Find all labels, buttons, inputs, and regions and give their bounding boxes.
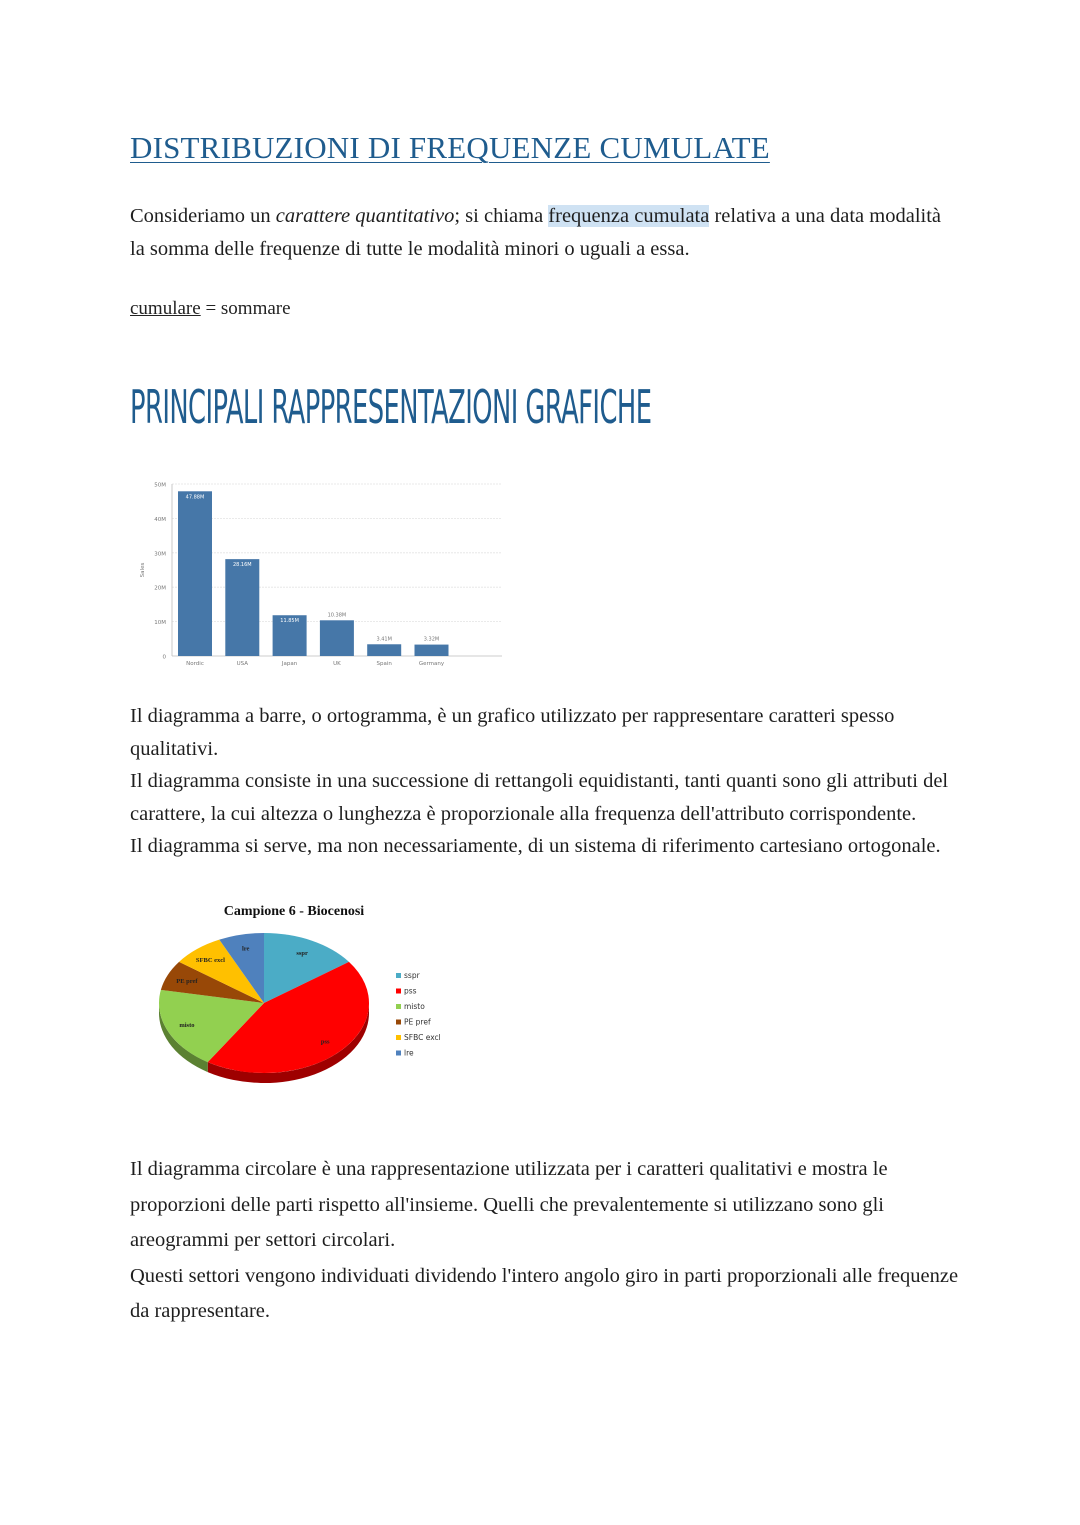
definition-paragraph: Consideriamo un carattere quantitativo; si chiama frequenza cumulata relativa a una data modalità la somma delle frequenze di tutte le modalità minori o uguali a essa. <box>130 205 942 260</box>
bar-spain <box>367 644 401 656</box>
pie-slice-label: sspr <box>296 950 308 958</box>
legend-label: lre <box>404 1048 414 1058</box>
pie-slice-label: PE pref <box>176 977 198 985</box>
section-title-rappresentazioni-grafiche: PRINCIPALI RAPPRESENTAZIONI GRAFICHE <box>130 380 652 434</box>
x-tick-label: UK <box>333 661 341 667</box>
legend-swatch <box>396 1020 401 1025</box>
pie-text-1: Il diagramma circolare è una rappresentazione utilizzata per i caratteri qualitativi e mostra le proporzioni delle parti rispetto all'insieme. Quelli che prevalentemente si utilizzano sono gli areogrammi per settori circolari. <box>130 1158 888 1251</box>
legend-label: sspr <box>404 971 420 981</box>
bar-text-3: Il diagramma si serve, ma non necessariamente, di un sistema di riferimento cartesiano ortogonale. <box>130 835 941 857</box>
pie-slice-label: SFBC excl <box>195 956 225 964</box>
legend-label: PE pref <box>404 1017 431 1027</box>
bar-value-label: 28.16M <box>232 562 252 569</box>
pie-title: Campione 6 - Biocenosi <box>223 904 365 919</box>
legend-swatch <box>396 1051 401 1056</box>
legend-swatch <box>396 973 401 978</box>
pie-slice-label: lre <box>241 945 250 953</box>
bar-uk <box>320 620 354 656</box>
bar-nordic <box>178 491 212 656</box>
y-tick-label: 0 <box>162 654 166 661</box>
legend-label: pss <box>404 986 417 996</box>
legend-swatch <box>396 1004 401 1009</box>
pie-slice-label: misto <box>179 1022 195 1030</box>
bar-usa <box>225 559 259 656</box>
bar-chart-description <box>130 700 960 863</box>
y-tick-label: 50M <box>154 482 166 489</box>
legend-swatch <box>396 1035 401 1040</box>
legend-label: SFBC excl <box>404 1033 441 1043</box>
pie-text-2: Questi settori vengono individuati dividendo l'intero angolo giro in parti proporzionali alle frequenze da rappresentare. <box>130 1264 959 1322</box>
x-tick-label: Japan <box>281 661 298 667</box>
section-title-frequenze-cumulate: DISTRIBUZIONI DI FREQUENZE CUMULATE <box>130 130 770 165</box>
pie-chart-description <box>130 1152 960 1330</box>
y-tick-label: 30M <box>154 551 166 558</box>
y-tick-label: 20M <box>154 585 166 592</box>
bar-text-1: Il diagramma a barre, o ortogramma, è un grafico utilizzato per rappresentare caratteri spesso qualitativi. <box>130 705 895 760</box>
bar-value-label: 11.85M <box>280 618 299 625</box>
x-tick-label: USA <box>236 661 248 667</box>
y-tick-label: 10M <box>154 620 166 627</box>
cumulare-definition: cumulare = sommare <box>130 298 291 319</box>
bar-value-label: 47.88M <box>185 494 205 501</box>
bar-value-label: 10.38M <box>327 612 347 619</box>
cumulare-term: cumulare <box>130 298 201 319</box>
bar-text-2: Il diagramma consiste in una successione di rettangoli equidistanti, tanti quanti sono gli attributi del carattere, la cui altezza o lunghezza è proporzionale alla frequenza dell'attributo corrispondente. <box>130 770 949 825</box>
pie-slice-label: pss <box>320 1038 330 1046</box>
x-tick-label: Nordic <box>186 661 204 667</box>
x-tick-label: Germany <box>418 661 445 667</box>
y-tick-label: 40M <box>154 516 166 523</box>
highlighted-term: frequenza cumulata <box>548 205 710 227</box>
bar-chart <box>132 476 512 676</box>
bar-value-label: 3.41M <box>376 636 392 643</box>
legend-swatch <box>396 989 401 994</box>
pie-chart <box>150 895 470 1120</box>
bar-value-label: 3.32M <box>423 636 440 643</box>
bar-germany <box>415 645 449 656</box>
emphasis-term: carattere quantitativo <box>275 205 455 227</box>
y-axis-title: Sales <box>140 562 146 578</box>
x-tick-label: Spain <box>376 661 392 667</box>
legend-label: misto <box>404 1002 425 1012</box>
